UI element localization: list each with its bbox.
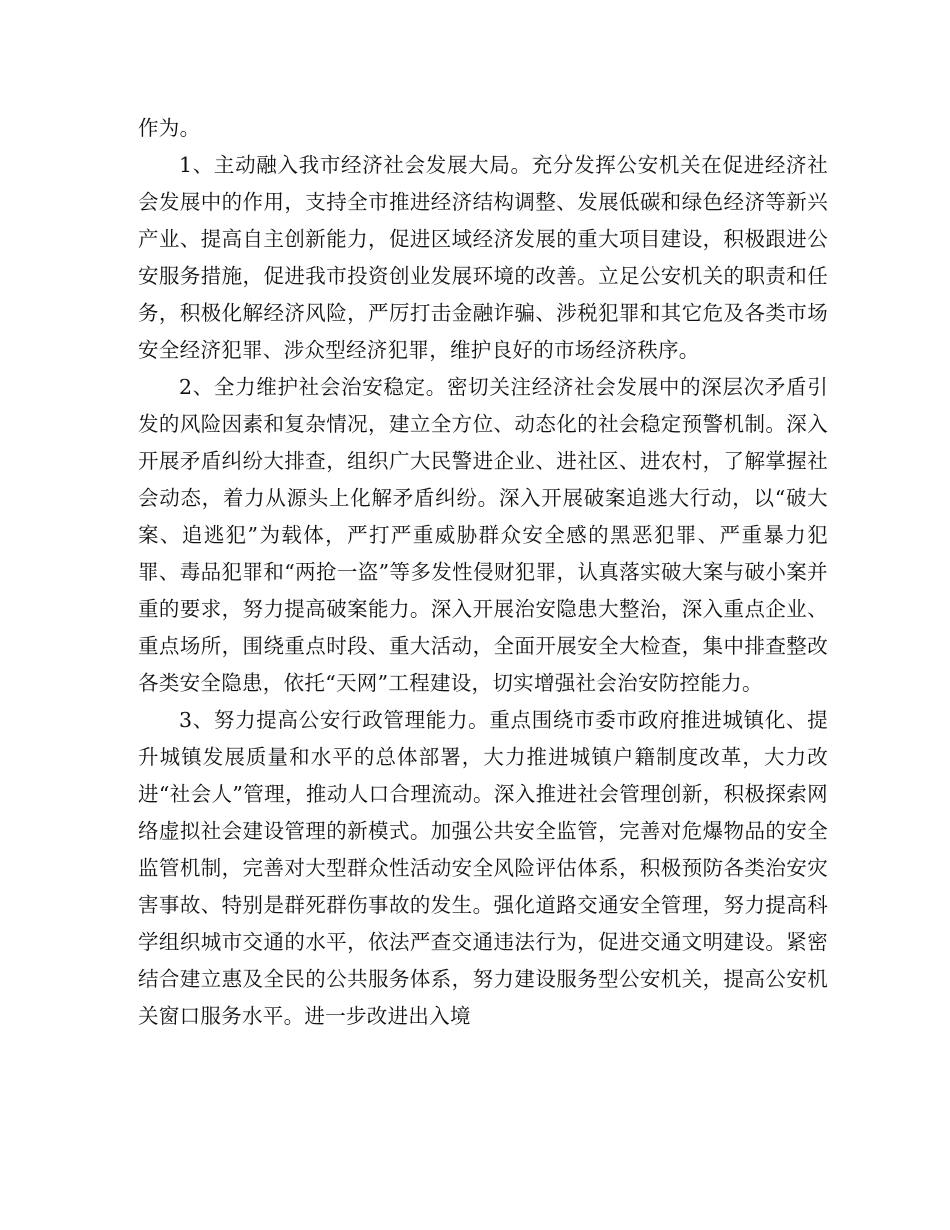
paragraph-item-2: 2、全力维护社会治安稳定。密切关注经济社会发展中的深层次矛盾引发的风险因素和复杂情况，建立全方位、动态化的社会稳定预警机制。深入开展矛盾纠纷大排查，组织广大民警进企业、进社区、进农村，了解掌握社会动态，着力从源头上化解矛盾纠纷。深入开展破案追逃大行动，以“破大案、追逃犯”为载体，严打严重威胁群众安全感的黑恶犯罪、严重暴力犯罪、毒品犯罪和“两抢一盗”等多发性侵财犯罪，认真落实破大案与破小案并重的要求，努力提高破案能力。深入开展治安隐患大整治，深入重点企业、重点场所，围绕重点时段、重大活动，全面开展安全大检查，集中排查整改各类安全隐患，依托“天网”工程建设，切实增强社会治安防控能力。 (138, 375, 828, 695)
body-text (138, 110, 828, 1035)
paragraph-item-1: 1、主动融入我市经济社会发展大局。充分发挥公安机关在促进经济社会发展中的作用，支持全市推进经济结构调整、发展低碳和绿色经济等新兴产业、提高自主创新能力，促进区域经济发展的重大项目建设，积极跟进公安服务措施，促进我市投资创业发展环境的改善。立足公安机关的职责和任务，积极化解经济风险，严厉打击金融诈骗、涉税犯罪和其它危及各类市场安全经济犯罪、涉众型经济犯罪，维护良好的市场经济秩序。 (138, 153, 828, 362)
paragraph-continuation: 作为。 (138, 116, 201, 140)
paragraph-item-3: 3、努力提高公安行政管理能力。重点围绕市委市政府推进城镇化、提升城镇发展质量和水平的总体部署，大力推进城镇户籍制度改革，大力改进“社会人”管理，推动人口合理流动。深入推进社会管理创新，积极探索网络虚拟社会建设管理的新模式。加强公共安全监管，完善对危爆物品的安全监管机制，完善对大型群众性活动安全风险评估体系，积极预防各类治安灾害事故、特别是群死群伤事故的发生。强化道路交通安全管理，努力提高科学组织城市交通的水平，依法严查交通违法行为，促进交通文明建设。紧密结合建立惠及全民的公共服务体系，努力建设服务型公安机关，提高公安机关窗口服务水平。进一步改进出入境 (138, 708, 828, 1028)
